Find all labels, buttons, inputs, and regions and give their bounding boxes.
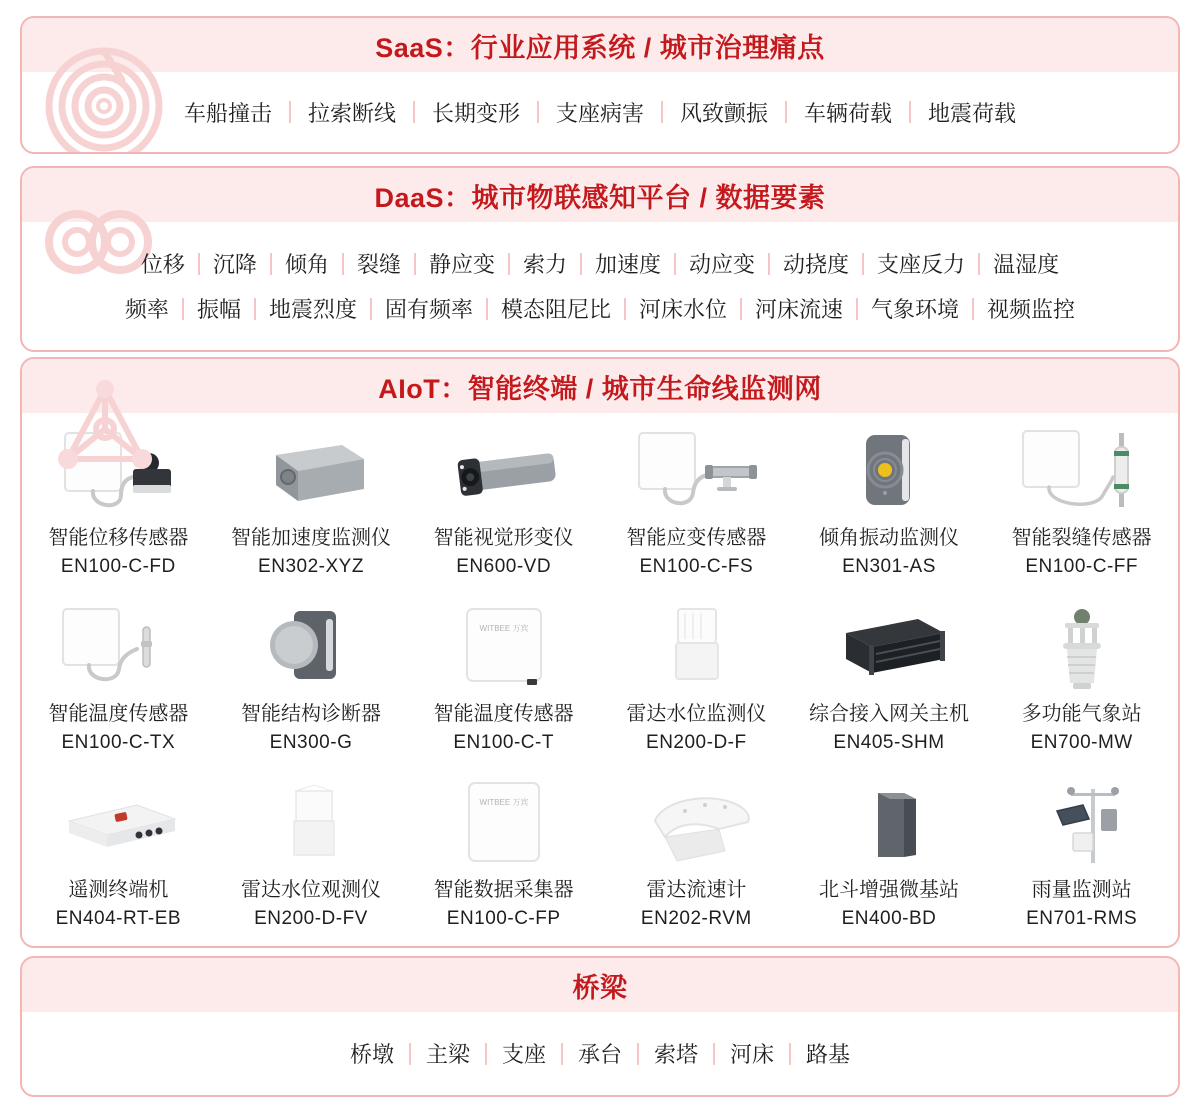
product-card bbox=[600, 771, 793, 947]
bridge-item-list bbox=[334, 1038, 866, 1069]
product-card bbox=[793, 595, 986, 771]
pain-point-item: 支座病害 bbox=[538, 97, 662, 128]
data-element-item: 支座反力 bbox=[863, 248, 979, 279]
data-element-item: 倾角 bbox=[271, 248, 343, 279]
pain-point-item: 拉索断线 bbox=[290, 97, 414, 128]
product-name: 智能温度传感器 bbox=[48, 703, 189, 725]
saas-title: SaaS：行业应用系统 / 城市治理痛点 bbox=[375, 32, 825, 63]
data-element-item: 温湿度 bbox=[993, 252, 1060, 277]
data-element-item: 动挠度 bbox=[769, 248, 863, 279]
product-card bbox=[22, 771, 215, 947]
product-name: 综合接入网关主机 bbox=[808, 703, 969, 725]
data-element-item: 裂缝 bbox=[343, 248, 415, 279]
bridge-part-item: 主梁 bbox=[410, 1038, 486, 1069]
data-element-item: 沉降 bbox=[199, 248, 271, 279]
product-model: EN300-G bbox=[269, 732, 353, 753]
acceleration-monitor-icon bbox=[226, 423, 396, 523]
data-element-item: 动应变 bbox=[675, 248, 769, 279]
product-grid bbox=[22, 413, 1178, 947]
gateway-server-icon bbox=[804, 599, 974, 699]
bridge-part-item: 支座 bbox=[486, 1038, 562, 1069]
product-card bbox=[600, 419, 793, 595]
radar-water-level-monitor-icon bbox=[611, 599, 781, 699]
aiot-header-band bbox=[22, 359, 1178, 413]
displacement-sensor-icon bbox=[33, 423, 203, 523]
data-element-item: 视频监控 bbox=[987, 297, 1076, 322]
section-aiot bbox=[20, 357, 1180, 948]
data-element-item: 河床水位 bbox=[625, 293, 741, 324]
product-name: 智能加速度监测仪 bbox=[230, 527, 391, 549]
section-daas bbox=[20, 166, 1180, 352]
product-card bbox=[985, 771, 1178, 947]
product-card bbox=[22, 419, 215, 595]
aiot-title: AIoT：智能终端 / 城市生命线监测网 bbox=[378, 373, 822, 404]
product-name: 智能位移传感器 bbox=[48, 527, 189, 549]
tilt-vibration-monitor-icon bbox=[804, 423, 974, 523]
product-model: EN200-D-F bbox=[646, 732, 747, 753]
saas-header-band bbox=[22, 18, 1178, 72]
product-card bbox=[215, 595, 408, 771]
product-model: EN200-D-FV bbox=[254, 908, 368, 929]
product-model: EN202-RVM bbox=[640, 908, 752, 929]
product-card bbox=[215, 419, 408, 595]
data-element-item: 加速度 bbox=[581, 248, 675, 279]
product-model: EN301-AS bbox=[842, 556, 936, 577]
product-model: EN100-C-FD bbox=[60, 556, 176, 577]
data-element-item: 索力 bbox=[509, 248, 581, 279]
data-element-item: 频率 bbox=[111, 293, 183, 324]
product-card bbox=[407, 771, 600, 947]
bridge-title: 桥梁 bbox=[572, 972, 628, 1003]
pain-point-item: 车辆荷载 bbox=[786, 97, 910, 128]
radar-flow-meter-icon bbox=[611, 775, 781, 875]
data-element-item: 河床流速 bbox=[741, 293, 857, 324]
svg-text:WITBEE 万宾: WITBEE 万宾 bbox=[479, 798, 529, 807]
product-name: 智能应变传感器 bbox=[626, 527, 767, 549]
product-name: 智能裂缝传感器 bbox=[1011, 527, 1152, 549]
pain-point-item: 长期变形 bbox=[414, 97, 538, 128]
product-model: EN700-MW bbox=[1030, 732, 1133, 753]
product-model: EN302-XYZ bbox=[258, 556, 364, 577]
data-element-item: 模态阻尼比 bbox=[487, 293, 625, 324]
product-model: EN400-BD bbox=[841, 908, 937, 929]
pain-point-item: 车船撞击 bbox=[166, 97, 290, 128]
data-collector-icon bbox=[419, 775, 589, 875]
product-model: EN600-VD bbox=[456, 556, 552, 577]
bridge-part-item: 索塔 bbox=[638, 1038, 714, 1069]
product-model: EN100-C-FF bbox=[1025, 556, 1138, 577]
product-model: EN100-C-FS bbox=[639, 556, 754, 577]
product-card bbox=[985, 419, 1178, 595]
radar-water-level-observer-icon bbox=[226, 775, 396, 875]
data-element-item: 固有频率 bbox=[371, 293, 487, 324]
product-model: EN701-RMS bbox=[1026, 908, 1138, 929]
svg-text:WITBEE 万宾: WITBEE 万宾 bbox=[479, 624, 529, 633]
product-name: 雷达流速计 bbox=[646, 879, 747, 901]
product-card bbox=[407, 419, 600, 595]
saas-item-list bbox=[166, 97, 1034, 128]
strain-sensor-icon bbox=[611, 423, 781, 523]
product-name: 智能结构诊断器 bbox=[240, 703, 381, 725]
pain-point-item: 地震荷载 bbox=[928, 100, 1017, 126]
telemetry-terminal-icon bbox=[33, 775, 203, 875]
vision-camera-icon bbox=[419, 423, 589, 523]
product-name: 多功能气象站 bbox=[1021, 703, 1142, 725]
rainfall-station-icon bbox=[997, 775, 1167, 875]
product-model: EN404-RT-EB bbox=[55, 908, 182, 929]
data-element-item: 气象环境 bbox=[857, 293, 973, 324]
section-saas bbox=[20, 16, 1180, 154]
bridge-part-item: 承台 bbox=[562, 1038, 638, 1069]
product-name: 倾角振动监测仪 bbox=[818, 527, 959, 549]
product-name: 雨量监测站 bbox=[1031, 879, 1132, 901]
product-card bbox=[215, 771, 408, 947]
data-element-item: 静应变 bbox=[415, 248, 509, 279]
product-model: EN100-C-TX bbox=[61, 732, 176, 753]
product-name: 智能温度传感器 bbox=[433, 703, 574, 725]
product-name: 雷达水位观测仪 bbox=[240, 879, 381, 901]
daas-title: DaaS：城市物联感知平台 / 数据要素 bbox=[374, 182, 826, 213]
product-name: 智能数据采集器 bbox=[433, 879, 574, 901]
structure-diagnostic-icon bbox=[226, 599, 396, 699]
daas-item-row-1 bbox=[22, 248, 1178, 279]
bridge-part-item: 河床 bbox=[714, 1038, 790, 1069]
bridge-part-item: 桥墩 bbox=[334, 1038, 410, 1069]
product-name: 智能视觉形变仪 bbox=[433, 527, 574, 549]
bridge-header-band bbox=[22, 958, 1178, 1012]
product-card bbox=[793, 419, 986, 595]
product-name: 北斗增强微基站 bbox=[818, 879, 959, 901]
pain-point-item: 风致颤振 bbox=[662, 97, 786, 128]
data-element-item: 振幅 bbox=[183, 293, 255, 324]
product-model: EN100-C-FP bbox=[446, 908, 561, 929]
product-name: 雷达水位监测仪 bbox=[626, 703, 767, 725]
crack-sensor-icon bbox=[997, 423, 1167, 523]
beidou-base-station-icon bbox=[804, 775, 974, 875]
product-name: 遥测终端机 bbox=[68, 879, 169, 901]
data-element-item: 位移 bbox=[127, 248, 199, 279]
product-card bbox=[985, 595, 1178, 771]
daas-header-band bbox=[22, 168, 1178, 222]
product-model: EN100-C-T bbox=[453, 732, 554, 753]
data-element-item: 地震烈度 bbox=[255, 293, 371, 324]
product-model: EN405-SHM bbox=[833, 732, 945, 753]
temperature-sensor-panel-icon bbox=[419, 599, 589, 699]
section-bridge bbox=[20, 956, 1180, 1097]
product-card bbox=[600, 595, 793, 771]
bridge-part-item: 路基 bbox=[806, 1042, 851, 1067]
daas-item-row-2 bbox=[22, 293, 1178, 324]
product-card bbox=[407, 595, 600, 771]
weather-station-icon bbox=[997, 599, 1167, 699]
product-card bbox=[793, 771, 986, 947]
temperature-sensor-probe-icon bbox=[33, 599, 203, 699]
product-card bbox=[22, 595, 215, 771]
